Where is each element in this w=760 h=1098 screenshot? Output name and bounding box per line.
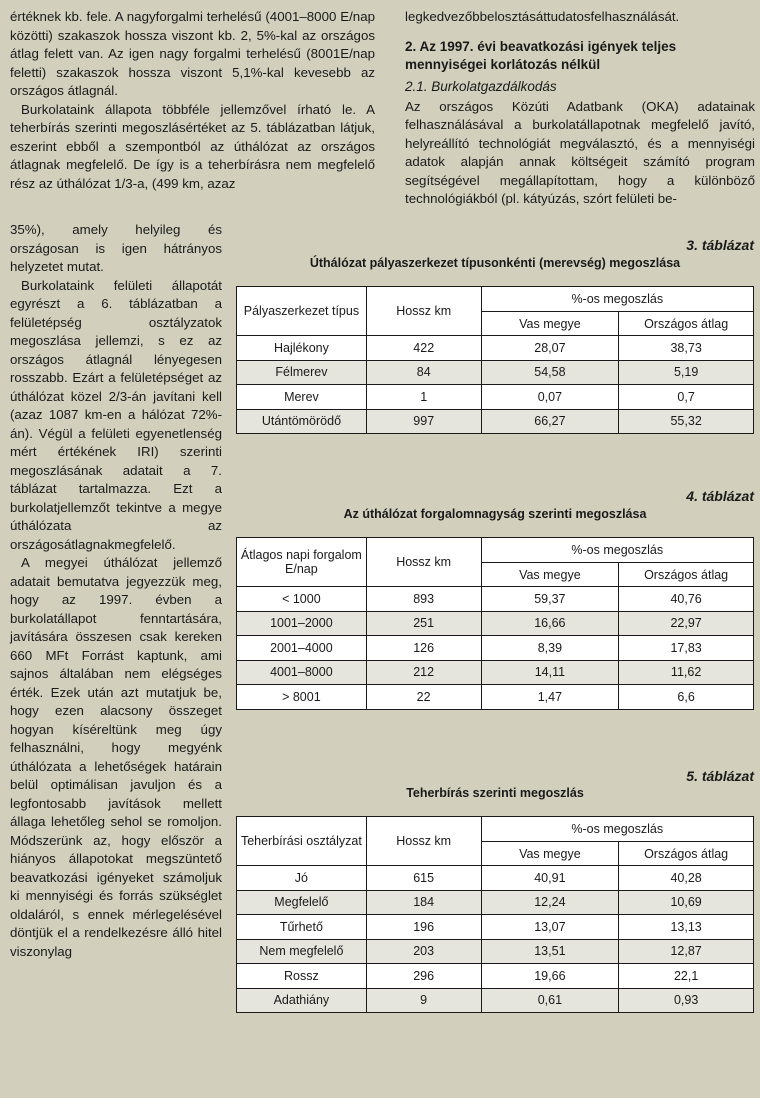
cell: 22,1: [619, 964, 754, 989]
table-4-number: 4. táblázat: [686, 488, 754, 504]
cell: 10,69: [619, 890, 754, 915]
cell: 0,07: [481, 385, 619, 410]
table-5-col2-header: Hossz km: [366, 817, 481, 866]
left-column-top: [10, 8, 375, 193]
table-5-caption: Teherbírás szerinti megoszlás: [406, 786, 584, 800]
paragraph-5: A megyei úthálózat jellemző adatait bemutatva jegyezzük meg, hogy az 1997. évben a burkolatállapot fenntartására, javítására összesen csak kereken 660 MFt Forrást kaptunk, ami sajnos általában nem elégséges érték. Ezek után azt mutatjuk be, hogy ezen alacsony összeget hogyan kíséreltünk meg úgy felhasználni, hogy megyénk úthálózata a lehetőségek határain belül optimálisan javuljon és a legfontosabb javítások mellett állaga lehetőleg sehol se romoljon. Módszerünk az, hogy először a hiányos állapotokat megszüntető beavatkozási igényeket számoljuk ki mennyiségi és forrás szükséglet oldaláról, s ennek mérlegelésével döntjük el a rendelkezésre álló hitel viszonylag: [10, 555, 222, 959]
subsection-heading: 2.1. Burkolatgazdálkodás: [405, 78, 557, 94]
table-3-sub1-header: Vas megye: [481, 312, 619, 336]
cell: Nem megfelelő: [237, 939, 367, 964]
cell: 0,61: [481, 988, 619, 1013]
section-heading: 2. Az 1997. évi beavatkozási igények teljes mennyiségei korlátozás nélkül: [405, 38, 677, 72]
table-row: [237, 636, 754, 661]
cell: 615: [366, 866, 481, 891]
cell: 1001–2000: [237, 611, 367, 636]
table-4-sub2-header: Országos átlag: [619, 563, 754, 587]
table-5-sub2-header: Országos átlag: [619, 842, 754, 866]
table-5-col1-header: Teherbírási osztályzat: [237, 817, 367, 866]
table-3-sub2-header: Országos átlag: [619, 312, 754, 336]
cell: 84: [366, 360, 481, 385]
cell: 59,37: [481, 587, 619, 612]
cell: Megfelelő: [237, 890, 367, 915]
cell: Adathiány: [237, 988, 367, 1013]
table-row: [237, 939, 754, 964]
cell: 12,87: [619, 939, 754, 964]
table-3-col2-header: Hossz km: [366, 287, 481, 336]
table-row: [237, 409, 754, 434]
table-row: [237, 866, 754, 891]
cell: 9: [366, 988, 481, 1013]
cell: 0,93: [619, 988, 754, 1013]
cell: 40,28: [619, 866, 754, 891]
cell: 38,73: [619, 336, 754, 361]
cell: 66,27: [481, 409, 619, 434]
cell: 12,24: [481, 890, 619, 915]
table-row: [237, 360, 754, 385]
cell: Félmerev: [237, 360, 367, 385]
cell: 0,7: [619, 385, 754, 410]
cell: 11,62: [619, 660, 754, 685]
cell: > 8001: [237, 685, 367, 710]
cell: 997: [366, 409, 481, 434]
cell: 13,51: [481, 939, 619, 964]
cell: 22: [366, 685, 481, 710]
cell: 54,58: [481, 360, 619, 385]
table-row: [237, 611, 754, 636]
table-row: [237, 587, 754, 612]
table-row: [237, 336, 754, 361]
right-column-top: [405, 8, 755, 209]
left-column-narrow: [10, 221, 222, 961]
right-top-line: legkedvezőbbelosztásáttudatosfelhasználását.: [405, 9, 680, 24]
cell: 17,83: [619, 636, 754, 661]
cell: 5,19: [619, 360, 754, 385]
table-3: [236, 286, 754, 434]
cell: 55,32: [619, 409, 754, 434]
table-4-group-header: %-os megoszlás: [481, 538, 753, 563]
table-row: [237, 988, 754, 1013]
table-5: [236, 816, 754, 1013]
cell: 8,39: [481, 636, 619, 661]
cell: 13,13: [619, 915, 754, 940]
table-4-col2-header: Hossz km: [366, 538, 481, 587]
cell: 251: [366, 611, 481, 636]
table-3-number: 3. táblázat: [686, 237, 754, 253]
cell: 40,76: [619, 587, 754, 612]
cell: 184: [366, 890, 481, 915]
paragraph-1: értéknek kb. fele. A nagyforgalmi terhelésű (4001–8000 E/nap közötti) szakaszok hossza viszont kb. 2, 5%-kal az országos átlag felett van. Az igen nagy forgalmi terhelésű (8001E/nap feletti) szakaszok hossza viszont 5,1%-kal kevesebb az országos átlagnál.: [10, 9, 375, 98]
cell: 126: [366, 636, 481, 661]
cell: 422: [366, 336, 481, 361]
cell: Jó: [237, 866, 367, 891]
cell: 893: [366, 587, 481, 612]
cell: Utántömörödő: [237, 409, 367, 434]
cell: 16,66: [481, 611, 619, 636]
cell: Rossz: [237, 964, 367, 989]
cell: < 1000: [237, 587, 367, 612]
paragraph-4: Burkolataink felületi állapotát egyrészt a 6. táblázatban a felületépség osztályzatok megoszlása jellemzi, s ez az országos átlagnál lényegesen rosszabb. Ezárt a felületépséget az úthálózat közel 2/3-án javítani kell (azaz 1087 km-en a hálózat 72%-án). Végül a felületi egyenetlenség mért értékének IRI) szerinti megoszlásának adatait a 7. táblázat tartalmazza. Ezt a burkolatjellemzőt tekintve a megye úthálózata az országosátlagnakmegfelelő.: [10, 277, 222, 552]
cell: 296: [366, 964, 481, 989]
cell: 22,97: [619, 611, 754, 636]
cell: 13,07: [481, 915, 619, 940]
table-3-col1-header: Pályaszerkezet típus: [237, 287, 367, 336]
paragraph-2: Burkolataink állapota többféle jellemzővel írható le. A teherbírás szerinti megoszlásértéket az 5. táblázatban látjuk, eszerint ebből a szempontból az úthálózat az országos átlagnak megfelelő. De így is a teherbírásra nem megfelelő rész az úthálózat 1/3-a, (499 km, azaz: [10, 101, 375, 191]
cell: 28,07: [481, 336, 619, 361]
cell: 196: [366, 915, 481, 940]
table-3-caption: Úthálózat pályaszerkezet típusonkénti (merevség) megoszlása: [309, 256, 681, 270]
table-row: [237, 660, 754, 685]
table-4-caption: Az úthálózat forgalomnagyság szerinti megoszlása: [343, 507, 647, 521]
table-row: [237, 964, 754, 989]
table-4-sub1-header: Vas megye: [481, 563, 619, 587]
table-4: [236, 537, 754, 710]
cell: Merev: [237, 385, 367, 410]
cell: 19,66: [481, 964, 619, 989]
cell: 203: [366, 939, 481, 964]
table-5-sub1-header: Vas megye: [481, 842, 619, 866]
table-4-col1-header: Átlagos napi forgalom E/nap: [237, 538, 367, 587]
table-5-number: 5. táblázat: [686, 768, 754, 784]
paragraph-3: 35%), amely helyileg és országosan is igen hátrányos helyzetet mutat.: [10, 222, 222, 274]
cell: 2001–4000: [237, 636, 367, 661]
table-row: [237, 685, 754, 710]
cell: 4001–8000: [237, 660, 367, 685]
table-row: [237, 890, 754, 915]
table-row: [237, 915, 754, 940]
right-paragraph: Az országos Közúti Adatbank (OKA) adatainak felhasználásával a burkolatállapotnak megfelelő javító, helyreállító technológiát megválasztó, és a mennyiségi adatok alapján annak költségeit számító program segítségével megállapítottam, hogy a különböző technológiákból (pl. kátyúzás, szórt felületi be-: [405, 98, 755, 206]
cell: 40,91: [481, 866, 619, 891]
cell: Tűrhető: [237, 915, 367, 940]
cell: 212: [366, 660, 481, 685]
table-3-group-header: %-os megoszlás: [481, 287, 753, 312]
table-row: [237, 385, 754, 410]
cell: 1,47: [481, 685, 619, 710]
cell: Hajlékony: [237, 336, 367, 361]
table-5-group-header: %-os megoszlás: [481, 817, 753, 842]
cell: 14,11: [481, 660, 619, 685]
cell: 1: [366, 385, 481, 410]
cell: 6,6: [619, 685, 754, 710]
